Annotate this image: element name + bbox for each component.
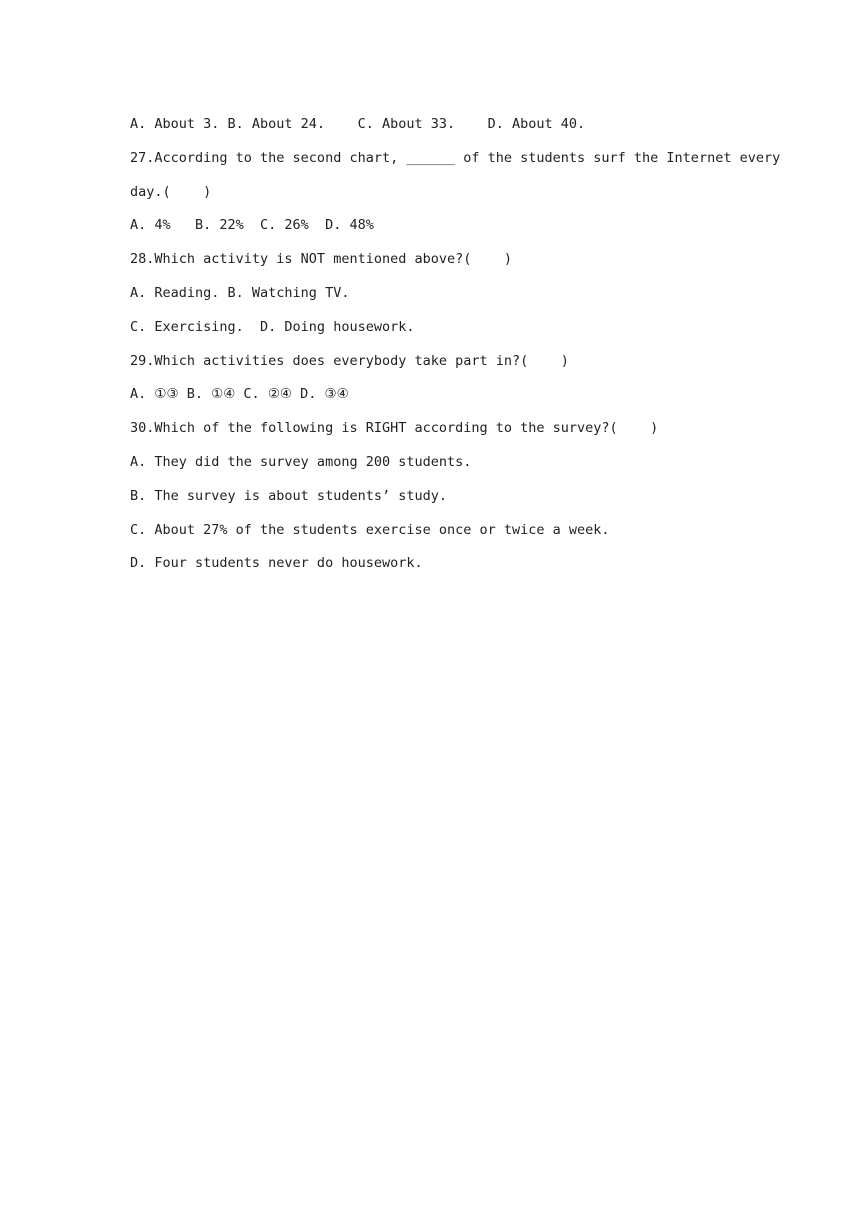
- q30-option-a: A. They did the survey among 200 students.: [130, 453, 472, 470]
- q28-stem: 28.Which activity is NOT mentioned above?( ): [130, 251, 513, 268]
- q27-options: A. 4% B. 22% C. 26% D. 48%: [130, 217, 374, 234]
- q26-options: A. About 3. B. About 24. C. About 33. D. About 40.: [130, 116, 586, 132]
- q28-options-cd: C. Exercising. D. Doing housework.: [130, 318, 415, 335]
- q30-option-c: C. About 27% of the students exercise once or twice a week.: [130, 521, 610, 538]
- q30-option-d: D. Four students never do housework.: [130, 555, 423, 572]
- q29-stem: 29.Which activities does everybody take part in?( ): [130, 352, 569, 369]
- q27-stem-line1: 27.According to the second chart, ______ of the students surf the Internet every: [130, 149, 781, 166]
- q30-option-b: B. The survey is about students’ study.: [130, 487, 447, 504]
- q27-stem-line2: day.( ): [130, 183, 212, 200]
- q28-options-ab: A. Reading. B. Watching TV.: [130, 284, 350, 301]
- q29-options: A. ①③ B. ①④ C. ②④ D. ③④: [130, 386, 349, 403]
- q30-stem: 30.Which of the following is RIGHT according to the survey?( ): [130, 420, 659, 437]
- question-text-block: [130, 108, 781, 581]
